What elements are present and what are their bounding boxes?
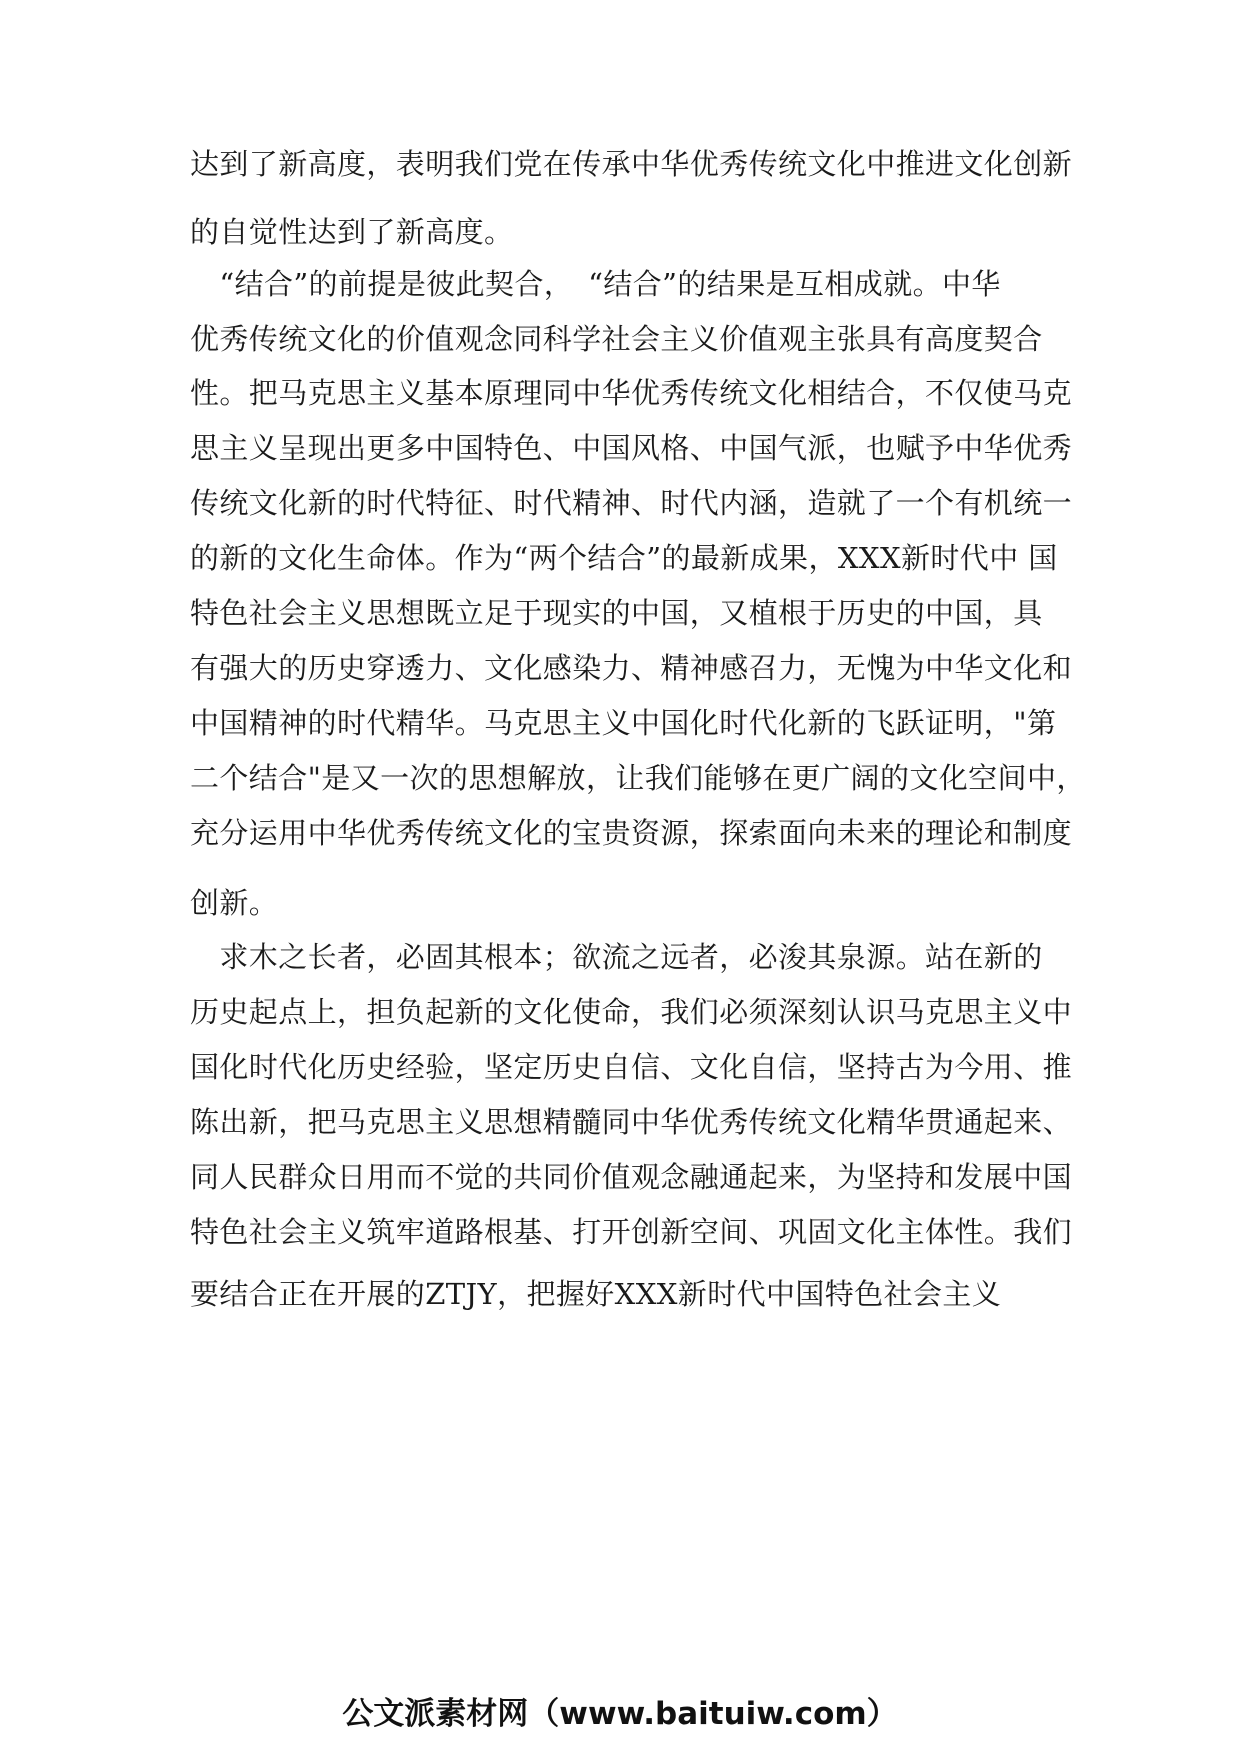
body-text-line: 特色社会主义思想既立足于现实的中国，又植根于历史的中国，具: [190, 596, 1043, 630]
body-text-line: 创新。: [190, 886, 279, 920]
body-text-line: “结合”的前提是彼此契合， “结合”的结果是互相成就。中华: [190, 267, 1001, 301]
body-text-line: 同人民群众日用而不觉的共同价值观念融通起来，为坚持和发展中国: [190, 1160, 1073, 1194]
body-text-line: 要结合正在开展的ZTJY，把握好XXX新时代中国特色社会主义: [190, 1277, 1002, 1311]
body-text-line: 的自觉性达到了新高度。: [190, 215, 514, 249]
body-text-line: 陈出新，把马克思主义思想精髓同中华优秀传统文化精华贯通起来、: [190, 1105, 1073, 1139]
body-text-line: 特色社会主义筑牢道路根基、打开创新空间、巩固文化主体性。我们: [190, 1215, 1073, 1249]
body-text-line: 中国精神的时代精华。马克思主义中国化时代化新的飞跃证明，"第: [190, 706, 1057, 740]
body-text-line: 的新的文化生命体。作为“两个结合”的最新成果，XXX新时代中 国: [190, 541, 1058, 575]
body-text-line: 历史起点上，担负起新的文化使命，我们必须深刻认识马克思主义中: [190, 995, 1073, 1029]
body-text-line: 思主义呈现出更多中国特色、中国风格、中国气派，也赋予中华优秀: [190, 431, 1073, 465]
footer-watermark-text: 公文派素材网（www.baituiw.com）: [342, 1696, 898, 1732]
body-text-line: 国化时代化历史经验，坚定历史自信、文化自信，坚持古为今用、推: [190, 1050, 1073, 1084]
body-text-line: 有强大的历史穿透力、文化感染力、精神感召力，无愧为中华文化和: [190, 651, 1073, 685]
body-text-line: 达到了新高度，表明我们党在传承中华优秀传统文化中推进文化创新: [190, 147, 1073, 181]
body-text-line: 性。把马克思主义基本原理同中华优秀传统文化相结合，不仅使马克: [190, 376, 1073, 410]
body-text-line: 求木之长者，必固其根本；欲流之远者，必浚其泉源。站在新的: [190, 940, 1043, 974]
body-text-line: 二个结合"是又一次的思想解放，让我们能够在更广阔的文化空间中，: [190, 761, 1086, 795]
body-text-line: 优秀传统文化的价值观念同科学社会主义价值观主张具有高度契合: [190, 322, 1043, 356]
body-text-line: 传统文化新的时代特征、时代精神、时代内涵，造就了一个有机统一: [190, 486, 1073, 520]
body-text-line: 充分运用中华优秀传统文化的宝贵资源，探索面向未来的理论和制度: [190, 816, 1073, 850]
